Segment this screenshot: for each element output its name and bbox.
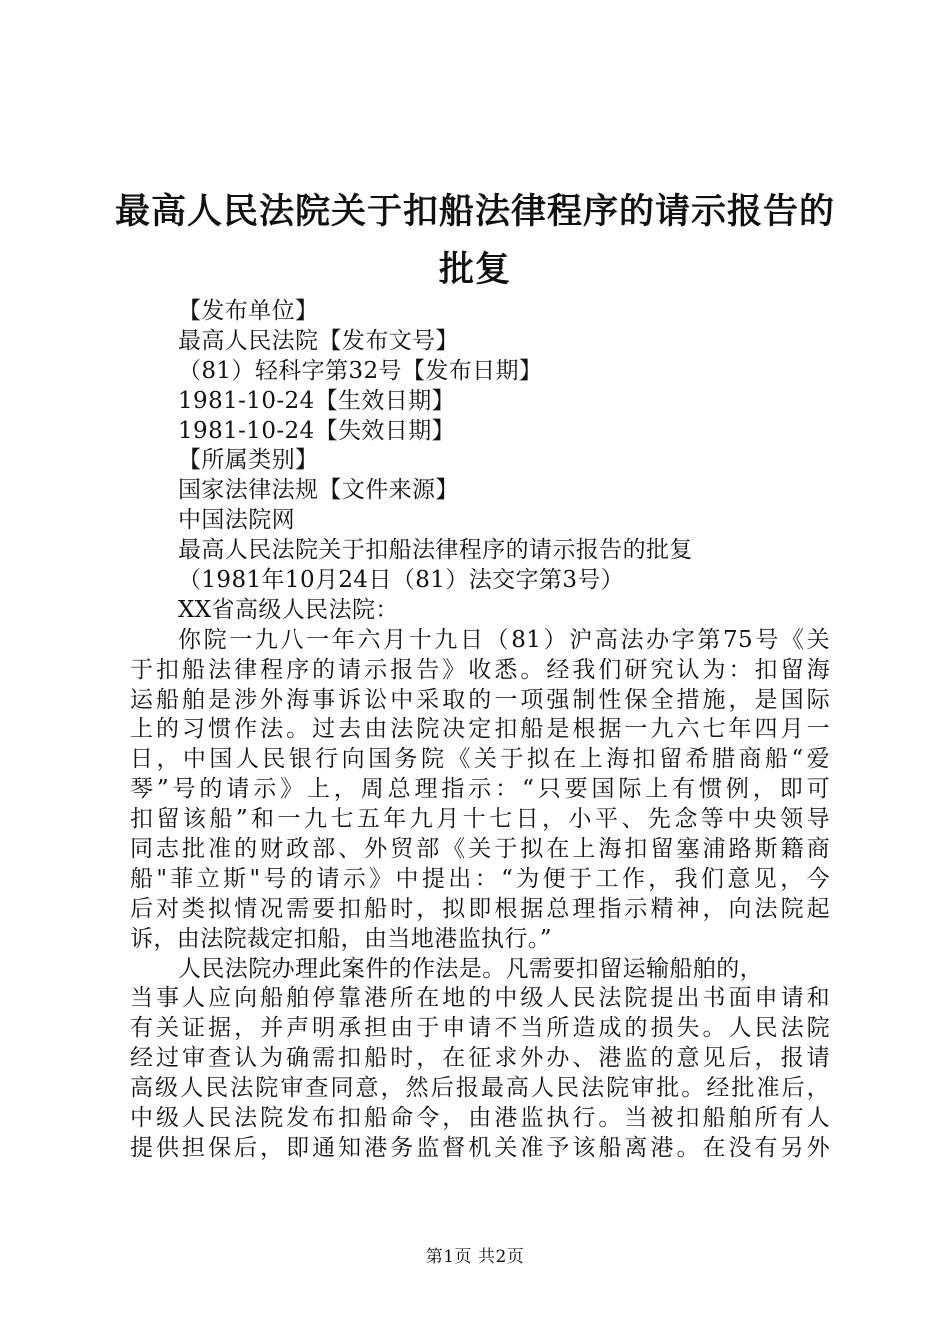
paragraph-1-line: 船"菲立斯"号的请示》中提出：“为便于工作，我们意见，今 [130, 865, 830, 892]
meta-line: 最高人民法院【发布文号】 [178, 327, 459, 354]
meta-line: XX省高级人民法院： [178, 596, 399, 623]
meta-line: 中国法院网 [178, 507, 295, 534]
paragraph-2-line: 中级人民法院发布扣船命令，由港监执行。当被扣船舶所有人 [130, 1105, 830, 1132]
paragraph-2-line: 高级人民法院审查同意，然后报最高人民法院审批。经批准后， [130, 1075, 830, 1102]
meta-line: 1981-10-24【失效日期】 [178, 417, 456, 444]
meta-line: 最高人民法院关于扣船法律程序的请示报告的批复 [178, 537, 693, 564]
paragraph-2-line: 人民法院办理此案件的作法是。凡需要扣留运输船舶的， [178, 955, 763, 982]
meta-line: （1981年10月24日（81）法交字第3号） [178, 567, 625, 594]
paragraph-2-line: 提供担保后，即通知港务监督机关准予该船离港。在没有另外 [130, 1134, 830, 1161]
paragraph-1-line: 你院一九八一年六月十九日（81）沪高法办字第75号《关 [178, 626, 830, 653]
paragraph-1-line: 后对类拟情况需要扣船时，拟即根据总理指示精神，向法院起 [130, 895, 830, 922]
paragraph-1-line: 扣留该船”和一九七五年九月十七日，小平、先念等中央领导 [130, 806, 830, 833]
meta-line: 1981-10-24【生效日期】 [178, 387, 456, 414]
paragraph-1-line: 于扣船法律程序的请示报告》收悉。经我们研究认为：扣留海 [130, 656, 830, 683]
meta-line: （81）轻科字第32号【发布日期】 [178, 357, 543, 384]
paragraph-2-line: 有关证据，并声明承担由于申请不当所造成的损失。人民法院 [130, 1015, 830, 1042]
meta-line: 【发布单位】 [178, 298, 319, 324]
paragraph-1-line: 日，中国人民银行向国务院《关于拟在上海扣留希腊商船“爱 [130, 746, 830, 773]
paragraph-1-line: 诉，由法院裁定扣船，由当地港监执行。” [130, 925, 552, 952]
document-title-line-2: 批复 [438, 249, 511, 290]
document-body [130, 297, 830, 1164]
paragraph-1-line: 上的习惯作法。过去由法院决定扣船是根据一九六七年四月一 [130, 716, 830, 743]
document-title-line-1: 最高人民法院关于扣船法律程序的请示报告的 [114, 191, 835, 232]
paragraph-2-line: 当事人应向船舶停靠港所在地的中级人民法院提出书面申请和 [130, 985, 830, 1012]
paragraph-1-line: 同志批准的财政部、外贸部《关于拟在上海扣留塞浦路斯籍商 [130, 836, 830, 863]
meta-line: 国家法律法规【文件来源】 [178, 477, 459, 504]
paragraph-1-line: 琴”号的请示》上，周总理指示：“只要国际上有惯例，即可 [130, 776, 830, 803]
paragraph-2-line: 经过审查认为确需扣船时，在征求外办、港监的意见后，报请 [130, 1045, 830, 1072]
page-footer: 第1页 共2页 [425, 1247, 525, 1267]
paragraph-1-line: 运船舶是涉外海事诉讼中采取的一项强制性保全措施，是国际 [130, 686, 830, 713]
meta-line: 【所属类别】 [178, 447, 319, 474]
